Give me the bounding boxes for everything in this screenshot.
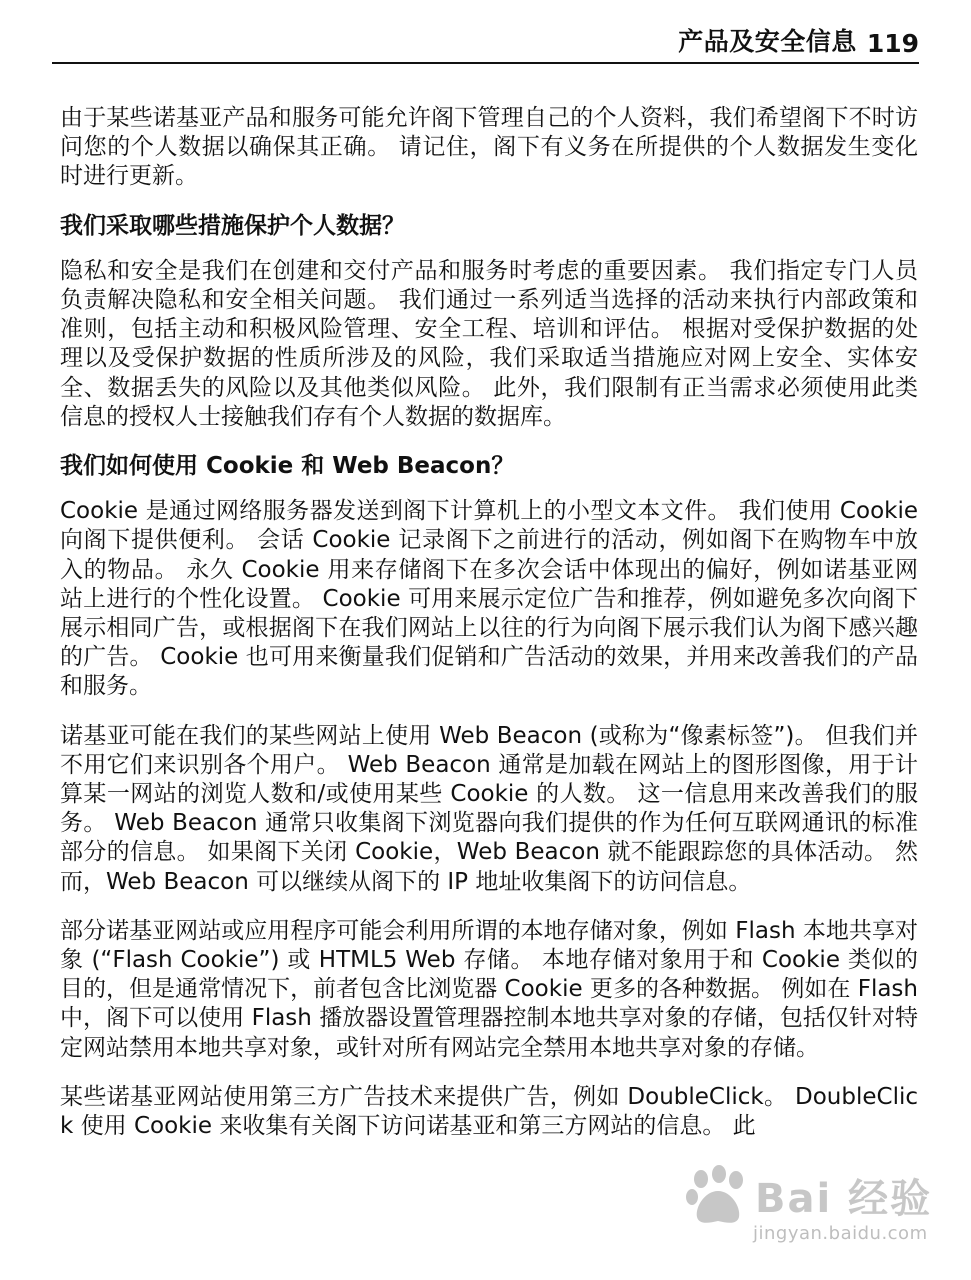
paragraph-local-storage: 部分诺基亚网站或应用程序可能会利用所谓的本地存储对象，例如 Flash 本地共享对象 (“Flash Cookie”) 或 HTML5 Web 存储。 本地存储对象用于和 Cookie 类似的目的，但是通常情况下，前者包含比浏览器 Cookie 更多的各种数据。 例如在 Flash 中，阁下可以使用 Flash 播放器设置管理器控制本地共享对象的存储，包括仅针对特定网站禁用本地共享对象，或针对所有网站完全禁用本地共享对象的存储。 — [60, 917, 918, 1061]
paragraph-privacy-security: 隐私和安全是我们在创建和交付产品和服务时考虑的重要因素。 我们指定专门人员负责解决隐私和安全相关问题。 我们通过一系列适当选择的活动来执行内部政策和准则，包括主动和积极风险管理、安全工程、培训和评估。 根据对受保护数据的处理以及受保护数据的性质所涉及的风险，我们采取适当措施应对网上安全、实体安全、数据丢失的风险以及其他类似风险。 此外，我们限制有正当需求必须使用此类信息的授权人士接触我们存有个人数据的数据库。 — [60, 257, 918, 430]
paragraph-third-party-ads: 某些诺基亚网站使用第三方广告技术来提供广告，例如 DoubleClick。 DoubleClick 使用 Cookie 来收集有关阁下访问诺基亚和第三方网站的信息。 此 — [60, 1083, 918, 1140]
baidu-jingyan-watermark — [683, 1165, 933, 1260]
page-body — [60, 104, 918, 1161]
paragraph-cookies: Cookie 是通过网络服务器发送到阁下计算机上的小型文本文件。 我们使用 Cookie 向阁下提供便利。 会话 Cookie 记录阁下之前进行的活动，例如阁下在购物车中放入的物品。 永久 Cookie 用来存储阁下在多次会话中体现出的偏好，例如诺基亚网站上进行的个性化设置。 Cookie 可用来展示定位广告和推荐，例如避免多次向阁下展示相同广告，或根据阁下在我们网站上以往的行为向阁下展示我们认为阁下感兴趣的广告。 Cookie 也可用来衡量我们促销和广告活动的效果，并用来改善我们的产品和服务。 — [60, 498, 918, 700]
heading-cookies-web-beacon: 我们如何使用 Cookie 和 Web Beacon？ — [60, 453, 515, 480]
heading-data-protection: 我们采取哪些措施保护个人数据？ — [60, 212, 405, 239]
page-number: 119 — [866, 29, 919, 58]
paragraph-web-beacon: 诺基亚可能在我们的某些网站上使用 Web Beacon (或称为“像素标签”)。 但我们并不用它们来识别各个用户。 Web Beacon 通常是加载在网站上的图形图像，用于计算某一网站的浏览人数和/或使用某些 Cookie 的人数。 这一信息用来改善我们的服务。 Web Beacon 通常只收集阁下浏览器向我们提供的作为任何互联网通讯的标准部分的信息。 如果阁下关闭 Cookie，Web Beacon 就不能跟踪您的具体活动。 然而，Web Beacon 可以继续从阁下的 IP 地址收集阁下的访问信息。 — [60, 722, 918, 895]
header-title: 产品及安全信息 — [678, 27, 857, 56]
paragraph-personal-data-access: 由于某些诺基亚产品和服务可能允许阁下管理自己的个人资料，我们希望阁下不时访问您的个人数据以确保其正确。 请记住，阁下有义务在所提供的个人数据发生变化时进行更新。 — [60, 105, 918, 190]
running-header — [52, 28, 919, 64]
paw-logo-icon — [683, 1165, 753, 1229]
watermark-brand: Bai 经验 — [755, 1176, 933, 1222]
watermark-url: jingyan.baidu.com — [753, 1223, 928, 1244]
